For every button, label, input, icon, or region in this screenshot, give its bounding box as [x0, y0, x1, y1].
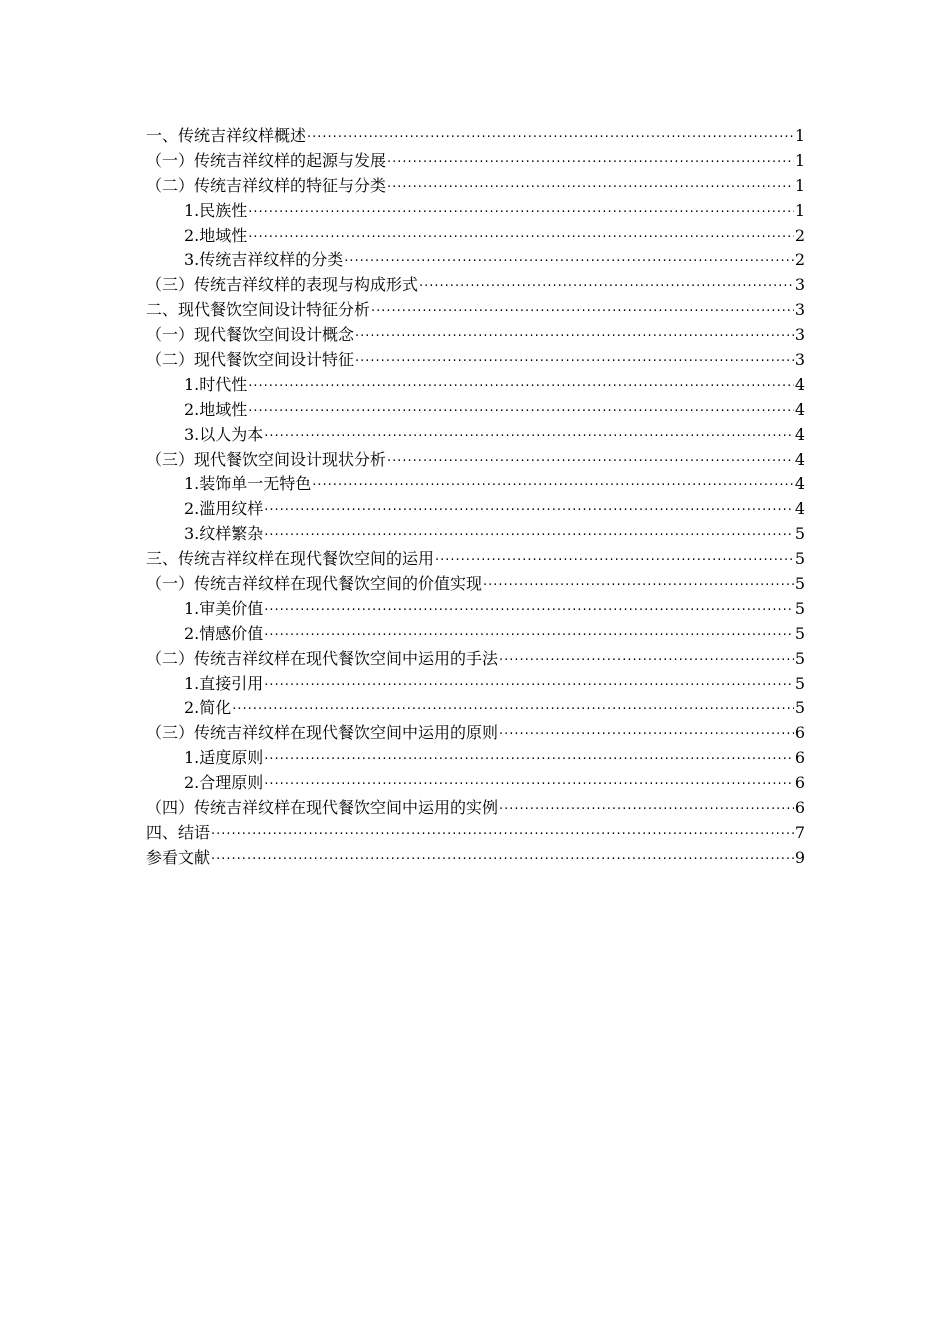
toc-leader-dots [232, 696, 794, 723]
toc-entry-title: （一）传统吉祥纹样的起源与发展 [146, 150, 387, 170]
toc-leader-dots [264, 771, 794, 798]
toc-entry[interactable] [146, 497, 805, 522]
toc-entry-title: 2.合理原则 [184, 773, 264, 793]
toc-entry-title: 二、现代餐饮空间设计特征分析 [146, 300, 371, 320]
toc-leader-dots [211, 821, 794, 848]
toc-entry[interactable] [146, 273, 805, 298]
toc-entry-page: 4 [794, 424, 805, 444]
toc-entry-page: 1 [794, 175, 805, 195]
toc-entry[interactable] [146, 647, 805, 672]
toc-entry[interactable] [146, 547, 805, 572]
toc-entry-page: 5 [794, 698, 805, 718]
toc-leader-dots [499, 647, 794, 674]
toc-entry-title: （二）传统吉祥纹样在现代餐饮空间中运用的手法 [146, 648, 499, 668]
toc-entry-page: 3 [794, 275, 805, 295]
toc-entry[interactable] [146, 572, 805, 597]
toc-entry-page: 4 [794, 374, 805, 394]
toc-entry-page: 5 [794, 648, 805, 668]
toc-leader-dots [264, 423, 794, 450]
toc-entry-title: 参看文献 [146, 847, 211, 867]
toc-entry-page: 4 [794, 474, 805, 494]
toc-entry-page: 9 [794, 847, 805, 867]
toc-entry-title: 1.装饰单一无特色 [184, 474, 312, 494]
toc-entry-title: （四）传统吉祥纹样在现代餐饮空间中运用的实例 [146, 798, 499, 818]
toc-leader-dots [264, 522, 794, 549]
toc-entry-title: 3.以人为本 [184, 424, 264, 444]
toc-entry[interactable] [146, 199, 805, 224]
toc-entry[interactable] [146, 423, 805, 448]
toc-entry[interactable] [146, 472, 805, 497]
toc-entry-page: 4 [794, 449, 805, 469]
toc-leader-dots [248, 373, 794, 400]
toc-leader-dots [499, 721, 794, 748]
toc-entry-page: 5 [794, 598, 805, 618]
toc-leader-dots [264, 622, 794, 649]
toc-entry-title: 1.直接引用 [184, 673, 264, 693]
toc-entry-title: 一、传统吉祥纹样概述 [146, 126, 307, 145]
toc-entry-title: 1.适度原则 [184, 748, 264, 768]
toc-leader-dots [211, 846, 794, 873]
toc-entry[interactable] [146, 124, 805, 149]
toc-entry[interactable] [146, 174, 805, 199]
toc-entry[interactable] [146, 323, 805, 348]
toc-entry-title: （三）现代餐饮空间设计现状分析 [146, 449, 387, 469]
toc-entry-page: 7 [794, 822, 805, 842]
toc-entry-page: 4 [794, 499, 805, 519]
toc-entry-title: （二）传统吉祥纹样的特征与分类 [146, 175, 387, 195]
toc-entry-page: 5 [794, 574, 805, 594]
table-of-contents [146, 124, 805, 871]
toc-leader-dots [264, 597, 794, 624]
toc-entry-title: （一）传统吉祥纹样在现代餐饮空间的价值实现 [146, 574, 483, 594]
toc-leader-dots [499, 796, 794, 823]
toc-entry-title: （二）现代餐饮空间设计特征 [146, 350, 355, 370]
toc-entry-title: 3.纹样繁杂 [184, 524, 264, 544]
toc-entry[interactable] [146, 622, 805, 647]
toc-entry-title: 2.地域性 [184, 225, 248, 245]
toc-entry-title: 1.时代性 [184, 374, 248, 394]
toc-leader-dots [312, 472, 794, 499]
toc-entry-title: 2.简化 [184, 698, 232, 718]
toc-leader-dots [344, 248, 794, 275]
toc-entry-page: 6 [794, 723, 805, 743]
toc-entry-page: 4 [794, 399, 805, 419]
toc-entry-title: 1.民族性 [184, 200, 248, 220]
toc-leader-dots [387, 149, 794, 176]
toc-leader-dots [435, 547, 794, 574]
toc-entry-page: 2 [794, 250, 805, 270]
toc-entry[interactable] [146, 696, 805, 721]
toc-entry-title: 3.传统吉祥纹样的分类 [184, 250, 344, 270]
toc-entry-page: 2 [794, 225, 805, 245]
toc-entry[interactable] [146, 796, 805, 821]
toc-leader-dots [483, 572, 794, 599]
toc-entry-page: 5 [794, 524, 805, 544]
toc-entry-page: 5 [794, 549, 805, 569]
toc-entry[interactable] [146, 597, 805, 622]
toc-leader-dots [387, 174, 794, 201]
toc-entry[interactable] [146, 522, 805, 547]
toc-entry-page: 5 [794, 623, 805, 643]
toc-entry[interactable] [146, 398, 805, 423]
toc-entry-title: （三）传统吉祥纹样在现代餐饮空间中运用的原则 [146, 723, 499, 743]
toc-leader-dots [355, 323, 794, 350]
toc-entry[interactable] [146, 846, 805, 871]
toc-leader-dots [419, 273, 794, 300]
toc-entry-page: 6 [794, 798, 805, 818]
toc-leader-dots [264, 746, 794, 773]
toc-leader-dots [248, 224, 794, 251]
toc-entry-page: 3 [794, 300, 805, 320]
toc-leader-dots [248, 398, 794, 425]
toc-entry[interactable] [146, 448, 805, 473]
toc-leader-dots [387, 448, 794, 475]
toc-entry-page: 1 [794, 150, 805, 170]
toc-entry[interactable] [146, 224, 805, 249]
toc-leader-dots [248, 199, 794, 226]
toc-entry-page: 1 [794, 200, 805, 220]
toc-leader-dots [264, 497, 794, 524]
toc-entry-title: （一）现代餐饮空间设计概念 [146, 325, 355, 345]
toc-entry[interactable] [146, 821, 805, 846]
toc-entry-page: 3 [794, 350, 805, 370]
toc-entry-page: 6 [794, 748, 805, 768]
toc-entry[interactable] [146, 298, 805, 323]
toc-entry-page: 3 [794, 325, 805, 345]
toc-entry-page: 1 [794, 126, 805, 145]
toc-leader-dots [355, 348, 794, 375]
toc-entry[interactable] [146, 373, 805, 398]
toc-entry-page: 5 [794, 673, 805, 693]
toc-entry[interactable] [146, 771, 805, 796]
toc-entry[interactable] [146, 149, 805, 174]
toc-leader-dots [371, 298, 794, 325]
toc-entry-title: 三、传统吉祥纹样在现代餐饮空间的运用 [146, 549, 435, 569]
toc-leader-dots [264, 672, 794, 699]
toc-entry-title: 2.地域性 [184, 399, 248, 419]
toc-entry[interactable] [146, 248, 805, 273]
toc-entry-page: 6 [794, 773, 805, 793]
toc-entry[interactable] [146, 746, 805, 771]
toc-entry-title: （三）传统吉祥纹样的表现与构成形式 [146, 275, 419, 295]
toc-entry-title: 1.审美价值 [184, 598, 264, 618]
toc-entry-title: 2.滥用纹样 [184, 499, 264, 519]
toc-entry-title: 四、结语 [146, 822, 211, 842]
toc-entry-title: 2.情感价值 [184, 623, 264, 643]
toc-leader-dots [307, 124, 794, 151]
toc-entry[interactable] [146, 348, 805, 373]
toc-entry[interactable] [146, 672, 805, 697]
toc-entry[interactable] [146, 721, 805, 746]
